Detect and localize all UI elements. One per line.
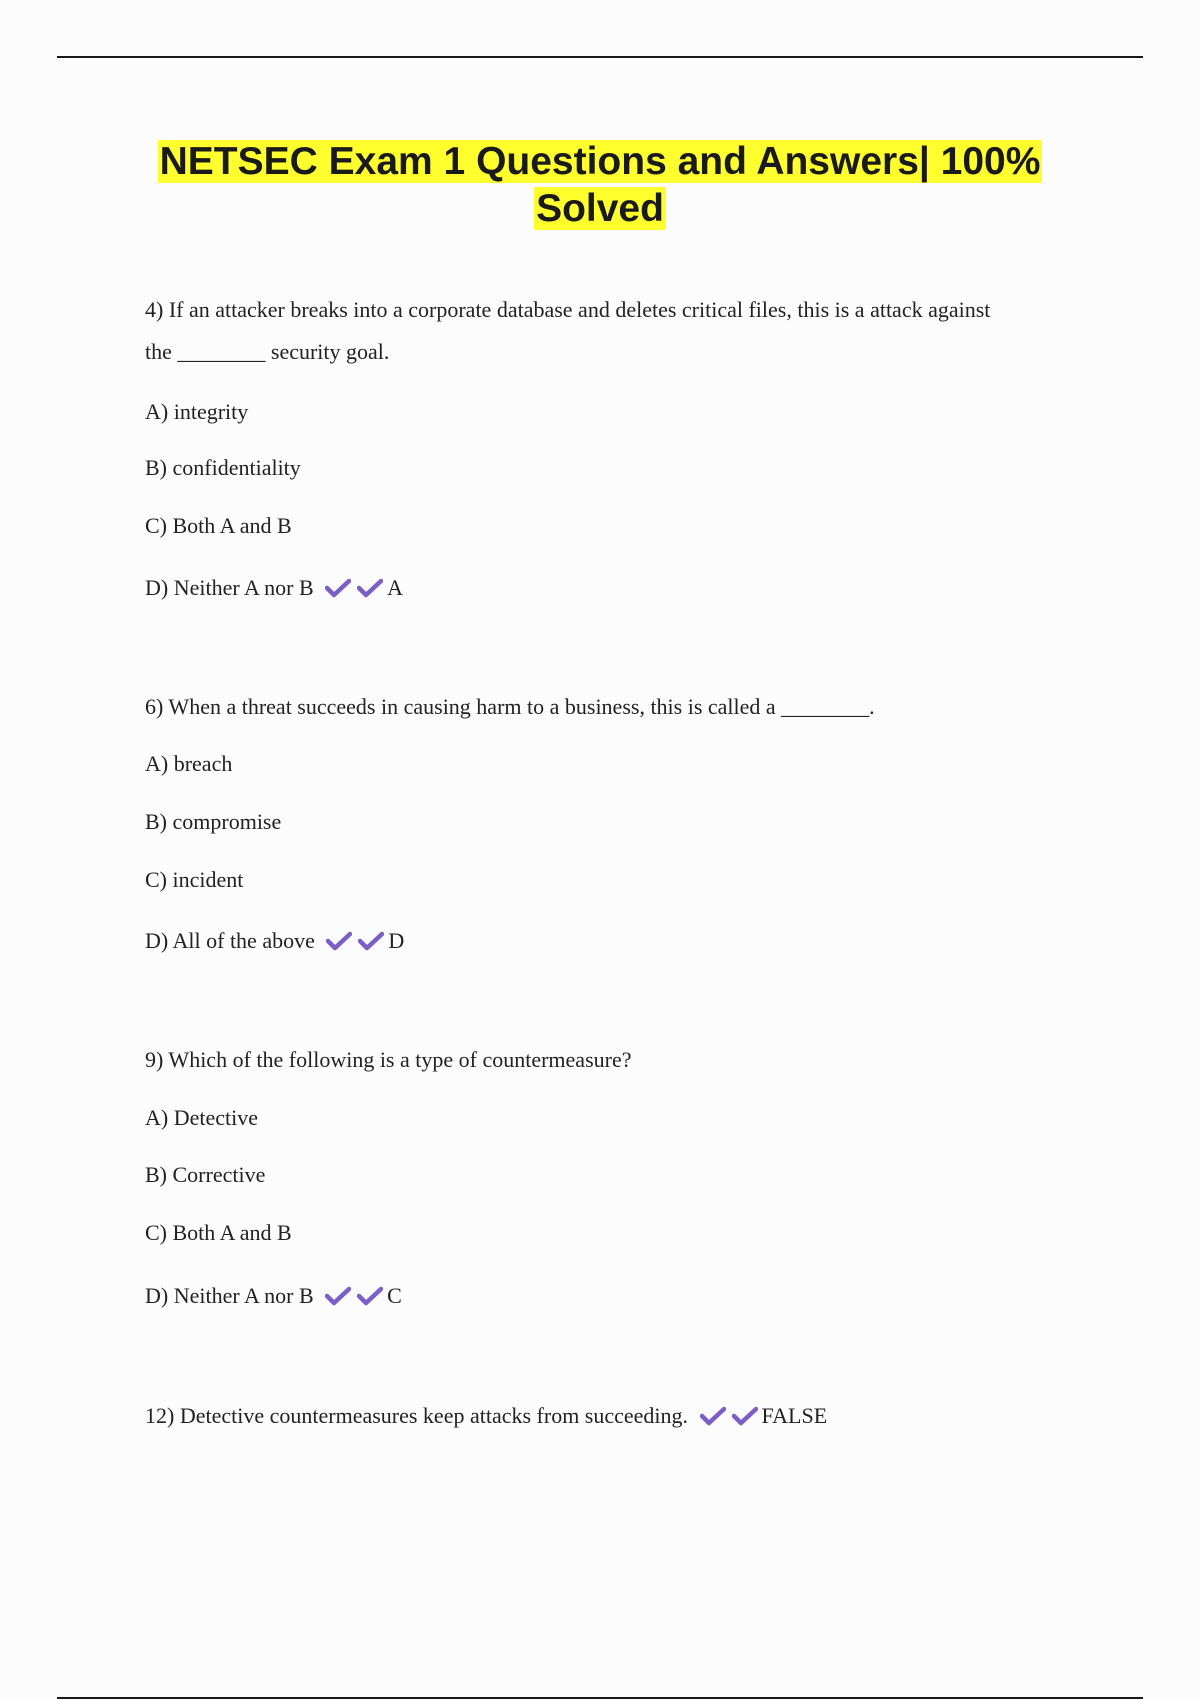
answer-text: FALSE [761,1403,828,1428]
checkmark-icon [732,1406,758,1426]
checkmark-icon [326,931,352,951]
checkmark-icon [358,931,384,951]
option-b: B) Corrective [145,1162,266,1187]
question-text: 9) Which of the following is a type of countermeasure? [145,1047,632,1072]
answer-text: C [387,1283,402,1308]
option-a: A) breach [145,751,233,776]
question-text: 6) When a threat succeeds in causing harm to a business, this is called a ________. [145,694,875,719]
option-c: C) Both A and B [145,513,292,538]
checkmark-icon [357,1286,383,1306]
answer-text: D [388,928,405,953]
option-b: B) confidentiality [145,455,301,480]
checkmark-icon [325,1286,351,1306]
option-d: D) All of the above [145,928,315,953]
option-d-with-answer [145,1283,402,1309]
question-text-continued: the ________ security goal. [145,339,390,364]
option-d: D) Neither A nor B [145,1283,314,1308]
checkmark-icon [700,1406,726,1426]
option-d: D) Neither A nor B [145,575,314,600]
top-rule [57,56,1143,58]
option-a: A) integrity [145,399,249,424]
option-d-with-answer [145,928,404,954]
title-line-2: Solved [536,187,664,230]
title-line-1: NETSEC Exam 1 Questions and Answers| 100% [159,140,1041,183]
option-d-with-answer [145,575,403,601]
question-text: 12) Detective countermeasures keep attacks from succeeding. [145,1403,689,1428]
bottom-rule [57,1697,1143,1699]
option-a: A) Detective [145,1105,258,1130]
option-c: C) Both A and B [145,1220,292,1245]
question-text: 4) If an attacker breaks into a corporate database and deletes critical files, this is a attack against [145,297,991,322]
option-c: C) incident [145,867,244,892]
checkmark-icon [325,578,351,598]
question-with-answer [145,1403,827,1429]
option-b: B) compromise [145,809,282,834]
page-title [0,138,1200,232]
checkmark-icon [357,578,383,598]
answer-text: A [387,575,404,600]
